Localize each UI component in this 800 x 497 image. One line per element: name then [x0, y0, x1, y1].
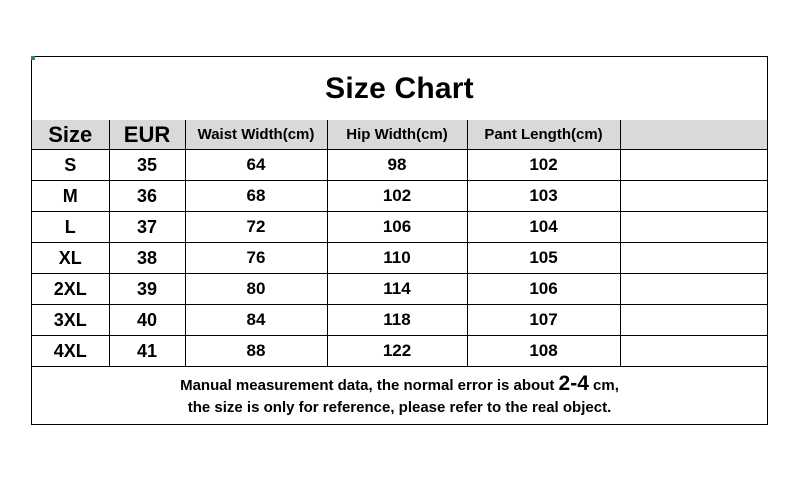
- eur-cell: 35: [109, 150, 185, 181]
- length-cell: 107: [467, 305, 620, 336]
- chart-title: Size Chart: [325, 71, 474, 105]
- eur-cell: 36: [109, 181, 185, 212]
- empty-cell: [620, 212, 767, 243]
- table-row: [32, 150, 767, 181]
- waist-cell: 76: [185, 243, 327, 274]
- measurement-note: [32, 368, 767, 424]
- header-hip: Hip Width(cm): [327, 120, 467, 150]
- size-cell: 2XL: [32, 274, 109, 305]
- table-row: [32, 274, 767, 305]
- table-row: [32, 336, 767, 367]
- header-length: Pant Length(cm): [467, 120, 620, 150]
- table-row: [32, 181, 767, 212]
- size-cell: 4XL: [32, 336, 109, 367]
- hip-cell: 114: [327, 274, 467, 305]
- waist-cell: 88: [185, 336, 327, 367]
- eur-cell: 37: [109, 212, 185, 243]
- hip-cell: 106: [327, 212, 467, 243]
- header-waist: Waist Width(cm): [185, 120, 327, 150]
- length-cell: 105: [467, 243, 620, 274]
- waist-cell: 68: [185, 181, 327, 212]
- hip-cell: 98: [327, 150, 467, 181]
- empty-cell: [620, 181, 767, 212]
- table-row: [32, 212, 767, 243]
- size-cell: 3XL: [32, 305, 109, 336]
- size-table: [32, 120, 767, 367]
- size-chart: [31, 56, 768, 425]
- waist-cell: 80: [185, 274, 327, 305]
- eur-cell: 38: [109, 243, 185, 274]
- note-line-1-prefix: Manual measurement data, the normal error is about: [180, 377, 559, 394]
- hip-cell: 122: [327, 336, 467, 367]
- waist-cell: 64: [185, 150, 327, 181]
- length-cell: 106: [467, 274, 620, 305]
- eur-cell: 41: [109, 336, 185, 367]
- empty-cell: [620, 243, 767, 274]
- length-cell: 108: [467, 336, 620, 367]
- header-eur: EUR: [109, 120, 185, 150]
- eur-cell: 40: [109, 305, 185, 336]
- empty-cell: [620, 305, 767, 336]
- header-empty: [620, 120, 767, 150]
- size-cell: S: [32, 150, 109, 181]
- empty-cell: [620, 336, 767, 367]
- hip-cell: 110: [327, 243, 467, 274]
- size-cell: XL: [32, 243, 109, 274]
- size-cell: M: [32, 181, 109, 212]
- note-line-1-suffix: cm,: [588, 377, 619, 394]
- hip-cell: 118: [327, 305, 467, 336]
- header-row: [32, 120, 767, 150]
- header-size: Size: [32, 120, 109, 150]
- note-line-2: the size is only for reference, please refer to the real object.: [187, 399, 612, 416]
- length-cell: 103: [467, 181, 620, 212]
- empty-cell: [620, 150, 767, 181]
- eur-cell: 39: [109, 274, 185, 305]
- table-row: [32, 305, 767, 336]
- length-cell: 102: [467, 150, 620, 181]
- waist-cell: 72: [185, 212, 327, 243]
- empty-cell: [620, 274, 767, 305]
- size-cell: L: [32, 212, 109, 243]
- corner-mark: [31, 56, 35, 60]
- note-line-1: [180, 373, 619, 397]
- title-row: [32, 57, 767, 121]
- waist-cell: 84: [185, 305, 327, 336]
- note-error-range: 2-4: [558, 372, 589, 395]
- hip-cell: 102: [327, 181, 467, 212]
- length-cell: 104: [467, 212, 620, 243]
- table-row: [32, 243, 767, 274]
